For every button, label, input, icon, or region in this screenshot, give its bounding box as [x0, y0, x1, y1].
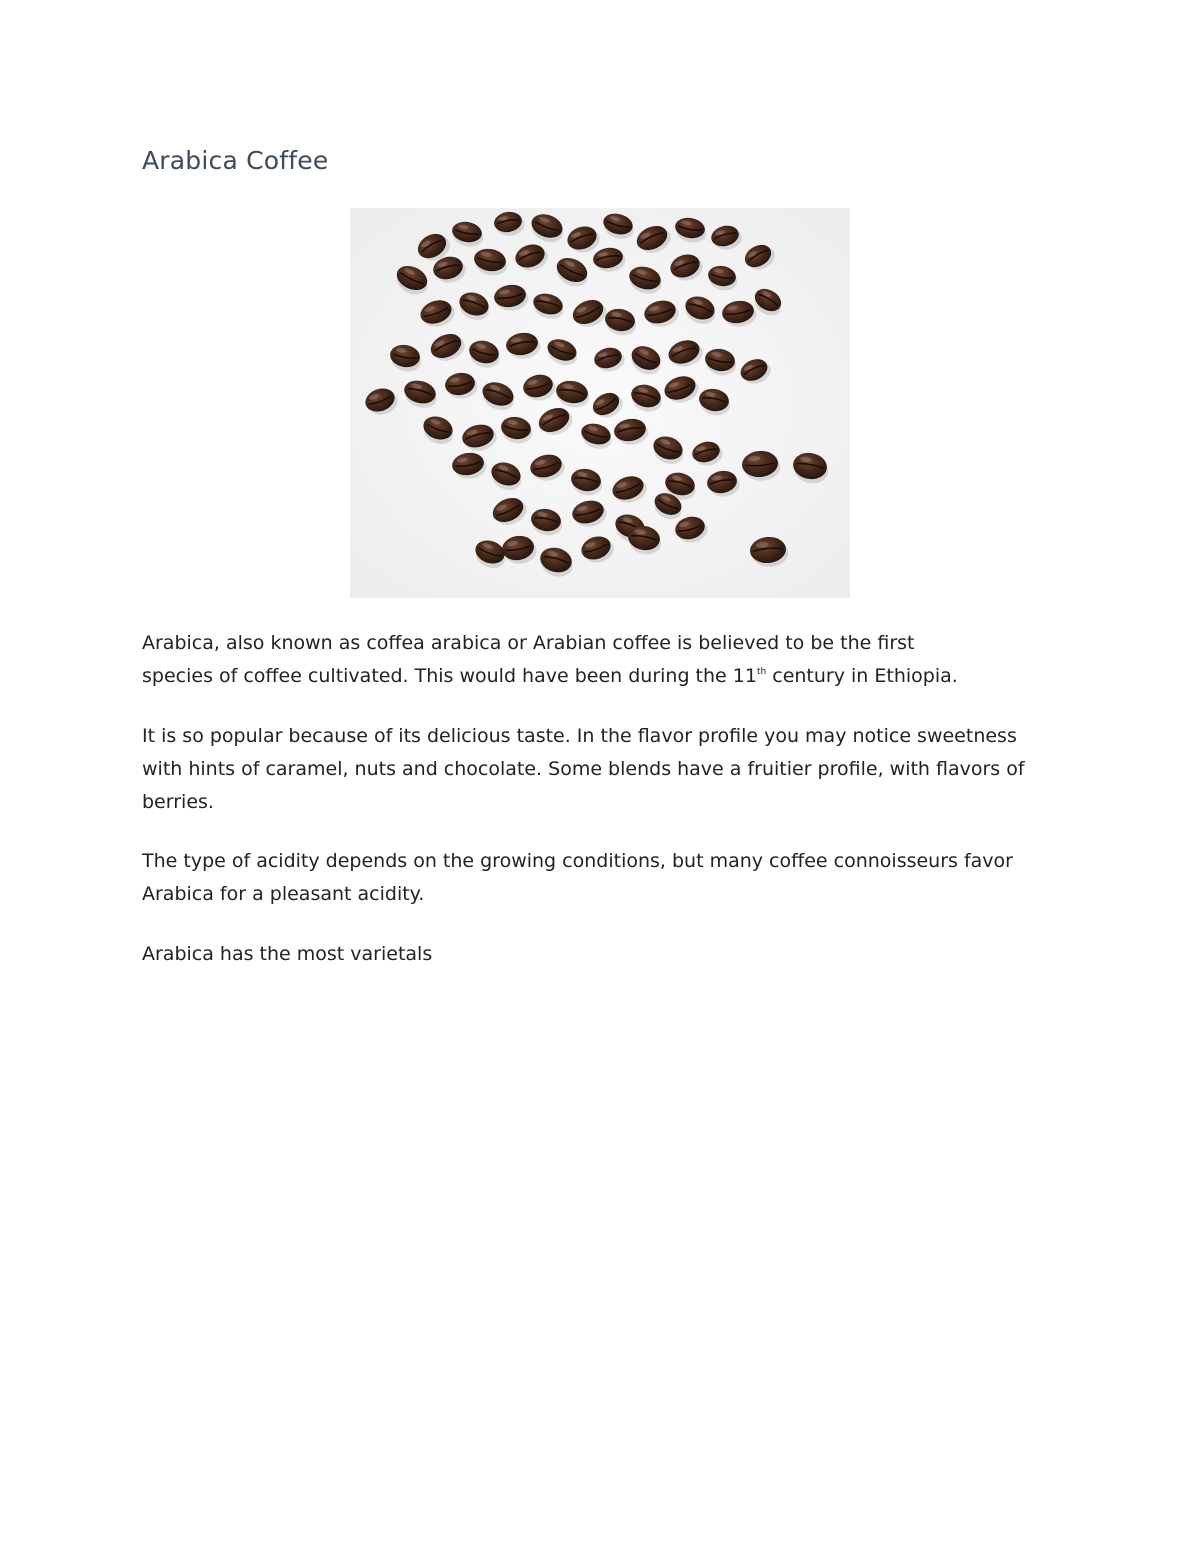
paragraph-varietals: Arabica has the most varietals	[142, 943, 433, 965]
paragraph-origin-line1: Arabica, also known as coffea arabica or Arabian coffee is believed to be the first	[142, 632, 915, 654]
paragraph-flavor: It is so popular because of its delicious taste. In the flavor profile you may notice sweetness with hints of caramel, nuts and chocolate. Some blends have a fruitier profile, with flavors of berries.	[142, 725, 1025, 813]
paragraph-origin	[142, 627, 1042, 693]
paragraph-origin-line2-end: century in Ethiopia.	[766, 665, 958, 687]
paragraph-acidity: The type of acidity depends on the growing conditions, but many coffee connoisseurs favor Arabica for a pleasant acidity.	[142, 850, 1013, 905]
page-title: Arabica Coffee	[142, 146, 329, 175]
coffee-beans-image	[350, 208, 850, 598]
paragraph-origin-line2: species of coffee cultivated. This would have been during the 11	[142, 665, 757, 687]
ordinal-suffix: th	[756, 667, 767, 677]
